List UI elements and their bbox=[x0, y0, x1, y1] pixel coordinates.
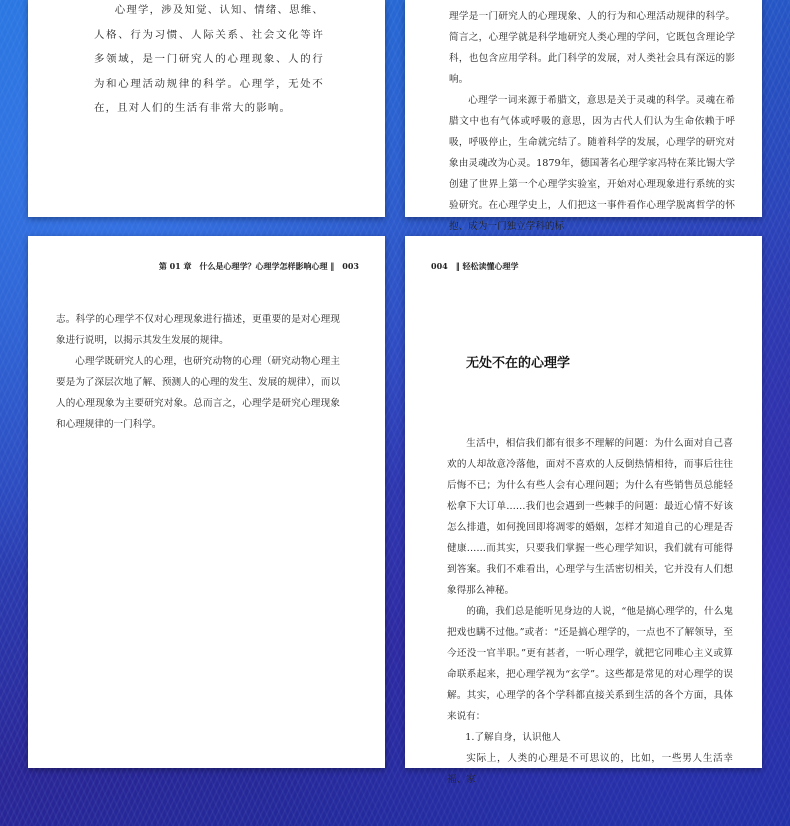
paragraph: 的确，我们总是能听见身边的人说，“他是搞心理学的，什么鬼把戏也瞒不过他。”或者：“还是搞心理学的，一点也不了解领导，至今还没一官半职。”更有甚者，一听心理学，就把它同唯心主义或算命联系起来，把心理学视为“玄学”。这些都是常见的对心理学的误解。其实，心理学的各个学科都直接关系到生活的各个方面，具体来说有： bbox=[447, 606, 733, 722]
book-page-4 bbox=[405, 236, 762, 785]
paragraph: 理学是一门研究人的心理现象、人的行为和心理活动规律的科学。简言之，心理学就是科学地研究人类心理的学问，它既包含理论学科，也包含应用学科。此门科学的发展，对人类社会具有深远的影响。 bbox=[449, 11, 735, 85]
page-body bbox=[56, 309, 340, 435]
book-page-2 bbox=[405, 0, 762, 232]
page-body bbox=[94, 0, 324, 121]
subheading: 1.了解自身，认识他人 bbox=[465, 732, 561, 743]
paragraph: 心理学一词来源于希腊文，意思是关于灵魂的科学。灵魂在希腊文中也有气体或呼吸的意思，因为古代人们认为生命依赖于呼吸，呼吸停止，生命就完结了。随着科学的发展，心理学的研究对象由灵魂改为心灵。1879年，德国著名心理学家冯特在莱比锡大学创建了世界上第一个心理学实验室，开始对心理现象进行系统的实验研究。在心理学史上，人们把这一事件看作心理学脱离哲学的怀抱、成为一门独立学科的标 bbox=[449, 95, 735, 232]
page-body bbox=[449, 6, 735, 237]
book-page-3 bbox=[28, 236, 385, 768]
paragraph: 心理学，涉及知觉、认知、情绪、思维、人格、行为习惯、人际关系、社会文化等许多领域，是一门研究人的心理现象、人的行为和心理活动规律的科学。心理学，无处不在，且对人们的生活有非常大的影响。 bbox=[94, 4, 324, 114]
paragraph: 志。科学的心理学不仅对心理现象进行描述，更重要的是对心理现象进行说明，以揭示其发生发展的规律。 bbox=[56, 314, 340, 346]
paragraph: 心理学既研究人的心理，也研究动物的心理（研究动物心理主要是为了深层次地了解、预测人的心理的发生、发展的规律），而以人的心理现象为主要研究对象。总而言之，心理学是研究心理现象和心理规律的一门科学。 bbox=[56, 356, 340, 430]
section-title: 无处不在的心理学 bbox=[466, 356, 571, 371]
running-head: 004 ‖ 轻松读懂心理学 bbox=[431, 261, 519, 271]
running-head: 第 01 章 什么是心理学？心理学怎样影响心理 ‖ 003 bbox=[158, 261, 359, 271]
book-page-1 bbox=[28, 0, 385, 217]
paragraph: 实际上，人类的心理是不可思议的，比如，一些男人生活幸福、家 bbox=[447, 753, 733, 785]
page-body bbox=[447, 433, 733, 790]
paragraph: 生活中，相信我们都有很多不理解的问题：为什么面对自己喜欢的人却故意冷落他，面对不喜欢的人反倒热情相待，而事后往往后悔不已；为什么有些人会有心理问题；为什么有些销售员总能轻松拿下大订单……我们也会遇到一些棘手的问题：最近心情不好该怎么排遣，如何挽回即将凋零的婚姻，怎样才知道自己的心理是否健康……而其实，只要我们掌握一些心理学知识，我们就有可能得到答案。我们不难看出，心理学与生活密切相关，它并没有人们想象得那么神秘。 bbox=[447, 438, 733, 596]
